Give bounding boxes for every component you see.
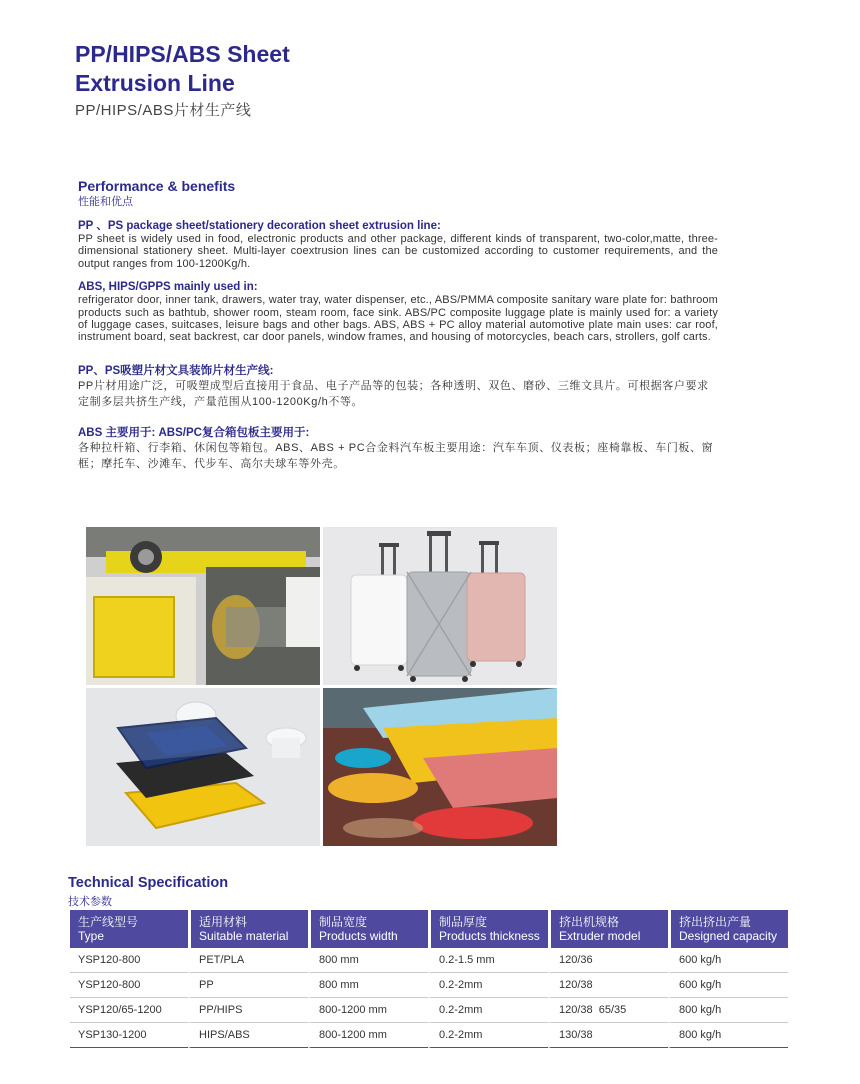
section2-text: refrigerator door, inner tank, drawers, water tray, water dispenser, etc., ABS/PMMA composite sanitary ware plate for: bathroom products such as bathtub, shower room, steam room, face sink. ABS/PC composite luggage plate is mainly used for: a variety of luggage cases, suitcases, leisure bags and other bags. ABS, ABS + PC alloy material automotive plate main uses: car roof, instrument board, seat backrest, car door panels, window frames, and housing of motorcycles, beach cars, strollers, golf carts.: [78, 294, 718, 344]
table-row: YSP120-800 PET/PLA 800 mm 0.2-1.5 mm 120/36 600 kg/h: [70, 948, 788, 973]
spec-heading-cn: 技术参数: [68, 896, 112, 908]
plastic-sheets-photo: [323, 688, 557, 846]
food-trays-photo: [86, 688, 320, 846]
section1-title: PP 、PS package sheet/stationery decoration sheet extrusion line:: [78, 220, 441, 232]
spec-table: [70, 910, 788, 1048]
table-row: YSP120/65-1200 PP/HIPS 800-1200 mm 0.2-2mm 120/38 65/35 800 kg/h: [70, 998, 788, 1023]
section4-title: ABS 主要用于: ABS/PC复合箱包板主要用于:: [78, 426, 310, 439]
title-line-2: Extrusion Line: [75, 70, 235, 96]
col-material: 适用材料 Suitable material: [188, 910, 308, 948]
page-subtitle: PP/HIPS/ABS片材生产线: [75, 102, 252, 119]
section2-title: ABS, HIPS/GPPS mainly used in:: [78, 281, 258, 294]
col-type: 生产线型号 Type: [70, 910, 188, 948]
section4-text: 各种拉杆箱、行李箱、休闲包等箱包。ABS、ABS + PC合金料汽车板主要用途：汽车车顶、仪表板；座椅靠板、车门板、窗框；摩托车、沙滩车、代步车、高尔夫球车等外壳。: [78, 441, 714, 470]
col-extruder: 挤出机规格 Extruder model: [548, 910, 668, 948]
product-photo-grid: [86, 527, 556, 847]
performance-heading: Performance & benefits: [78, 178, 236, 194]
title-line-1: PP/HIPS/ABS Sheet: [75, 41, 290, 67]
section3-title: PP、PS吸塑片材文具装饰片材生产线:: [78, 364, 274, 377]
luggage-photo: [323, 527, 557, 685]
table-row: YSP130-1200 HIPS/ABS 800-1200 mm 0.2-2mm 130/38 800 kg/h: [70, 1023, 788, 1048]
page-title: [75, 40, 475, 98]
table-row: YSP120-800 PP 800 mm 0.2-2mm 120/38 600 kg/h: [70, 973, 788, 998]
spec-heading: Technical Specification: [68, 875, 229, 891]
performance-section: [78, 178, 718, 488]
col-capacity: 挤出挤出产量 Designed capacity: [668, 910, 788, 948]
section1-text: PP sheet is widely used in food, electronic products and other package, different kinds of transparent, two-color,matte, three-dimensional stationery sheet. Multi-layer coextrusion lines can be customized according to customer requirements, and the output ranges from 100-1200Kg/h.: [78, 233, 718, 270]
col-width: 制品宽度 Products width: [308, 910, 428, 948]
performance-heading-cn: 性能和优点: [78, 196, 133, 208]
spec-header-row: [70, 910, 788, 948]
section3-text: PP片材用途广泛，可吸塑成型后直接用于食品、电子产品等的包装；各种透明、双色、磨砂、三维文具片。可根据客户要求定制多层共挤生产线，产量范围从100-1200Kg/h不等。: [78, 379, 709, 408]
extrusion-machine-photo: [86, 527, 320, 685]
col-thickness: 制品厚度 Products thickness: [428, 910, 548, 948]
